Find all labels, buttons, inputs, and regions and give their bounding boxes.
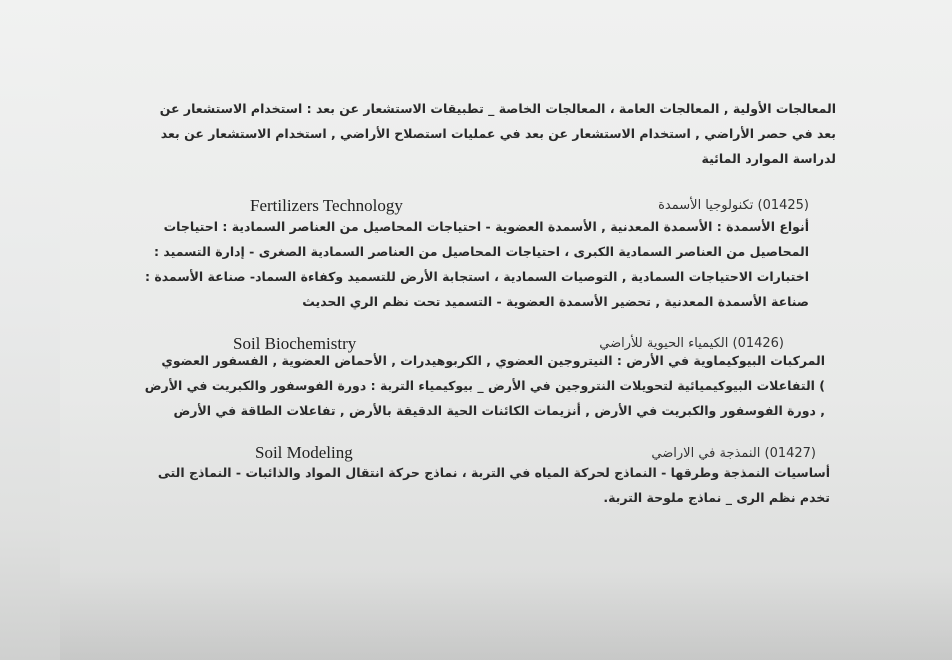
course-code-heading: (01426) الكيمياء الحيوية للأراضي [599, 336, 784, 351]
course-title-en: Fertilizers Technology [250, 196, 403, 215]
course-description [100, 214, 809, 314]
intro-line: المعالجات الأولية , المعالجات العامة ، المعالجات الخاصة _ تطبيقات الاستشعار عن بعد : استخدام الاستشعار عن [159, 101, 836, 116]
intro-paragraph [100, 96, 836, 171]
course-code-heading: (01427) النمذجة في الاراضي [651, 446, 816, 461]
description-line: تخدم نظم الرى _ نماذج ملوحة التربة. [603, 490, 830, 505]
intro-line: لدراسة الموارد المائية [701, 151, 836, 166]
intro-line: بعد في حصر الأراضي , استخدام الاستشعار عن بعد في عمليات استصلاح الأراضي , استخدام الاستشعار عن بعد [160, 126, 836, 141]
course-title-en: Soil Biochemistry [233, 334, 357, 353]
description-line: أنواع الأسمدة : الأسمدة المعدنية , الأسمدة العضوية - احتياجات المحاصيل من العناصر السمادية : احتياجات [163, 219, 809, 234]
description-line: أساسيات النمذجة وطرقها - النماذج لحركة المياه في التربة ، نماذج حركة انتقال المواد والذائبات - النماذج التى [157, 465, 830, 480]
description-line: , دورة الفوسفور والكبريت في الأرض , أنزيمات الكائنات الحية الدقيقة بالأرض , تفاعلات الطاقة في الأرض [173, 403, 825, 418]
course-code-heading: (01425) تكنولوجيا الأسمدة [658, 198, 809, 213]
description-line: المحاصيل من العناصر السمادية الكبرى ، احتياجات المحاصيل من العناصر السمادية الصغرى - إدارة التسميد : [154, 244, 809, 259]
description-line: صناعة الأسمدة المعدنية , تحضير الأسمدة العضوية - التسميد تحت نظم الري الحديث [302, 294, 809, 309]
description-line: اختبارات الاحتياجات السمادية , التوصيات السمادية ، استجابة الأرض للتسميد وكفاءة السماد- صناعة الأسمدة : [144, 269, 809, 284]
page-shadow [60, 570, 952, 660]
description-line: ) التفاعلات البيوكيميائية لتحويلات النتروجين في الأرض _ بيوكيمياء التربة : دورة الفوسفور والكبريت في الأرض [144, 378, 825, 393]
course-title-en: Soil Modeling [255, 443, 353, 462]
course-description [110, 460, 830, 510]
description-line: المركبات البيوكيماوية في الأرض : النيتروجين العضوي , الكربوهيدرات , الأحماض العضوية , الفسفور العضوي [161, 353, 825, 368]
course-description [120, 348, 825, 423]
